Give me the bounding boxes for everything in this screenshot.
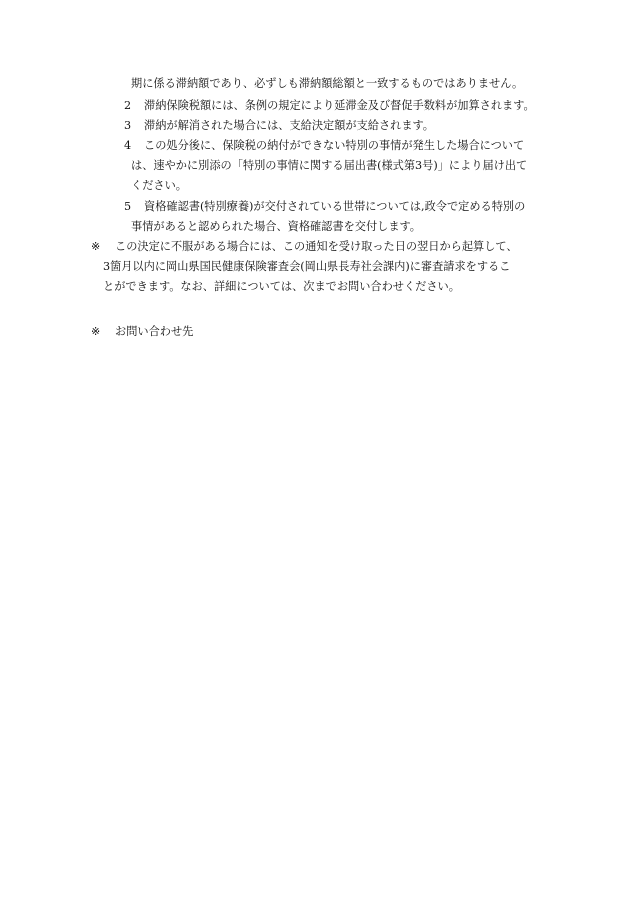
contact-note [91, 322, 193, 342]
item-number: 2 [124, 99, 132, 112]
item-text: 資格確認書(特別療養)が交付されている世帯については,政令で定める特別の [144, 200, 526, 213]
list-item-5 [124, 197, 525, 217]
reference-mark: ※ [91, 240, 101, 253]
item-number: 3 [124, 119, 132, 132]
item-text-continuation: ください。 [131, 179, 187, 192]
list-item-2 [124, 96, 535, 116]
list-item-3 [124, 116, 434, 136]
appeal-note-continuation: とができます。なお、詳細については、次までお問い合わせください。 [103, 280, 460, 293]
item-text: 滞納保険税額には、条例の規定により延滞金及び督促手数料が加算されます。 [144, 99, 535, 112]
item-text: この処分後に、保険税の納付ができない特別の事情が発生した場合について [144, 139, 525, 152]
item-text: 滞納が解消された場合には、支給決定額が支給されます。 [144, 119, 434, 132]
appeal-note-text: この決定に不服がある場合には、この通知を受け取った日の翌日から起算して、 [115, 240, 518, 253]
item-number: 4 [124, 139, 132, 152]
item-text-continuation: 事情があると認められた場合、資格確認書を交付します。 [131, 220, 421, 233]
appeal-note-continuation: 3箇月以内に岡山県国民健康保険審査会(岡山県長寿社会課内)に審査請求をするこ [103, 260, 511, 273]
item-text-continuation: は、速やかに別添の「特別の事情に関する届出書(様式第3号)」により届け出て [131, 159, 528, 172]
list-item-4 [124, 136, 524, 156]
contact-label: お問い合わせ先 [115, 325, 194, 338]
reference-mark: ※ [91, 325, 101, 338]
appeal-note [91, 237, 518, 257]
item-number: 5 [124, 200, 132, 213]
continuation-line: 期に係る滞納額であり、必ずしも滞納額総額と一致するものではありません。 [131, 77, 524, 90]
